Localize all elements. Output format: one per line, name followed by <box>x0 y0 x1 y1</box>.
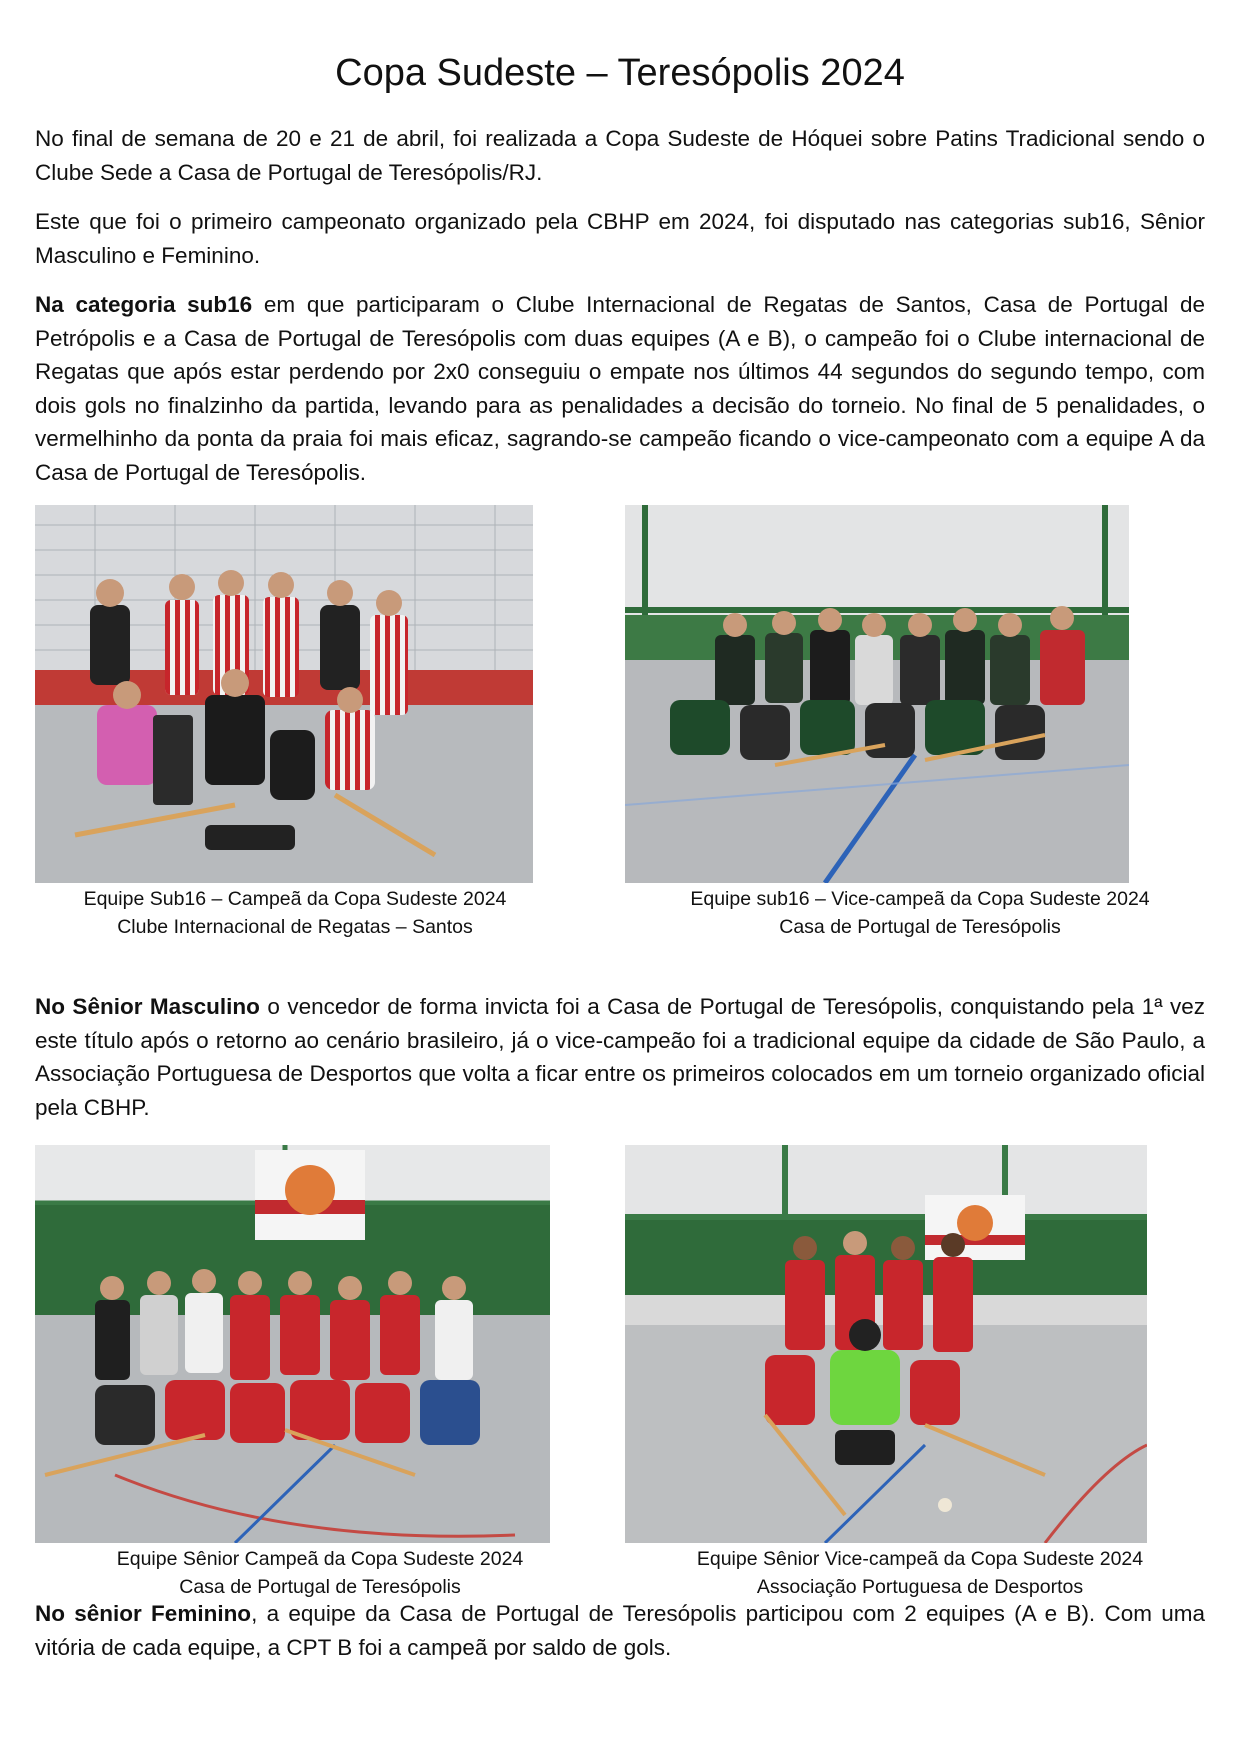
senior-men-lead: No Sênior Masculino <box>35 994 260 1019</box>
second-paragraph: Este que foi o primeiro campeonato organizado pela CBHP em 2024, foi disputado nas categorias sub16, Sênior Masculino e Feminino. <box>35 209 1205 268</box>
sub16-runner-up-caption <box>630 885 1210 941</box>
senior-runner-up-photo <box>625 1145 1147 1543</box>
page-title: Copa Sudeste – Teresópolis 2024 <box>335 52 905 94</box>
senior-women-text: , a equipe da Casa de Portugal de Teresópolis participou com 2 equipes (A e B). Com uma vitória de cada equipe, a CPT B foi a campeã por saldo de gols. <box>35 1601 1206 1660</box>
caption-line: Equipe sub16 – Vice-campeã da Copa Sudeste 2024 <box>690 888 1150 910</box>
caption-line: Casa de Portugal de Teresópolis <box>779 916 1061 938</box>
senior-women-paragraph <box>35 1597 1205 1664</box>
senior-champion-caption <box>50 1545 590 1601</box>
senior-runner-up-caption <box>640 1545 1200 1601</box>
caption-line: Equipe Sub16 – Campeã da Copa Sudeste 2024 <box>83 888 507 910</box>
sub16-runner-up-photo <box>625 505 1129 883</box>
intro-paragraph: No final de semana de 20 e 21 de abril, foi realizada a Copa Sudeste de Hóquei sobre Patins Tradicional sendo o Clube Sede a Casa de Portugal de Teresópolis/RJ. <box>35 126 1205 185</box>
senior-men-paragraph <box>35 990 1205 1124</box>
senior-men-text: o vencedor de forma invicta foi a Casa de Portugal de Teresópolis, conquistando pela 1ª vez este título após o retorno ao cenário brasileiro, já o vice-campeão foi a tradicional equipe da cidade de São Paulo, a Associação Portuguesa de Desportos que volta a ficar entre os primeiros colocados em um torneio organizado oficial pela CBHP. <box>35 994 1205 1120</box>
sub16-champion-photo <box>35 505 533 883</box>
sub16-lead: Na categoria sub16 <box>35 292 253 317</box>
caption-line: Associação Portuguesa de Desportos <box>756 1576 1084 1598</box>
sub16-champion-caption <box>35 885 555 941</box>
caption-line: Equipe Sênior Campeã da Copa Sudeste 2024 <box>116 1548 524 1570</box>
caption-line: Casa de Portugal de Teresópolis <box>179 1576 461 1598</box>
senior-women-lead: No sênior Feminino <box>35 1601 252 1626</box>
senior-champion-photo <box>35 1145 550 1543</box>
sub16-paragraph <box>35 288 1205 489</box>
sub16-text: em que participaram o Clube Internacional de Regatas de Santos, Casa de Portugal de Petrópolis e a Casa de Portugal de Teresópolis com duas equipes (A e B), o campeão foi o Clube internacional de Regatas que após estar perdendo por 2x0 conseguiu o empate nos últimos 44 segundos do segundo tempo, com dois gols no finalzinho da partida, levando para as penalidades a decisão do torneio. No final de 5 penalidades, o vermelhinho da ponta da praia foi mais eficaz, sagrando-se campeão ficando o vice-campeonato com a equipe A da Casa de Portugal de Teresópolis. <box>35 292 1205 485</box>
caption-line: Clube Internacional de Regatas – Santos <box>117 916 473 938</box>
caption-line: Equipe Sênior Vice-campeã da Copa Sudeste 2024 <box>696 1548 1144 1570</box>
